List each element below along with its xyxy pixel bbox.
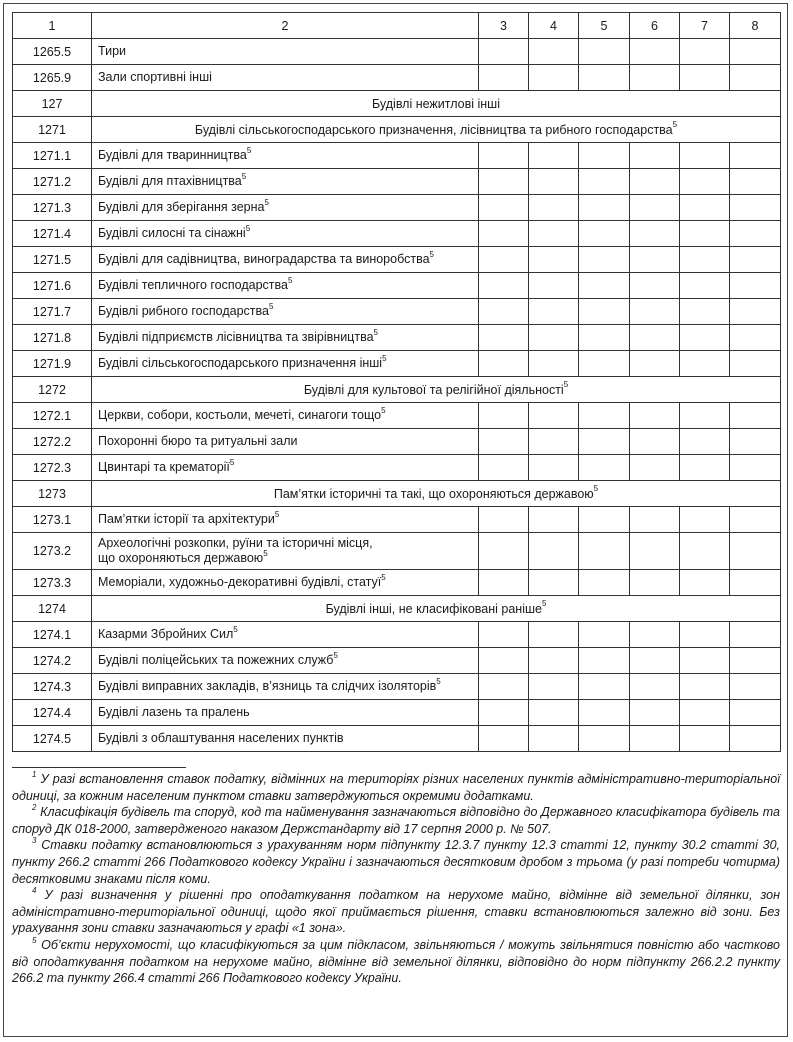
rate-cell — [579, 273, 630, 299]
code-cell: 1271.5 — [13, 247, 92, 273]
rate-cell — [680, 273, 730, 299]
rate-cell — [730, 403, 781, 429]
name-cell — [92, 455, 479, 481]
rate-cell — [479, 622, 529, 648]
name-text: Будівлі для птахівництва — [98, 174, 242, 188]
rate-cell — [529, 247, 579, 273]
code-cell: 1271.1 — [13, 143, 92, 169]
footnote-ref: 5 — [563, 380, 569, 390]
rate-cell — [680, 247, 730, 273]
header-cell: 3 — [479, 13, 529, 39]
code-cell: 1274.2 — [13, 648, 92, 674]
name-text: Будівлі поліцейських та пожежних служб — [98, 653, 334, 667]
rate-cell — [579, 726, 630, 752]
rate-cell — [730, 429, 781, 455]
footnote-text: Класифікація будівель та споруд, код та найменування зазначаються відповідно до Державного класифікатора будівель та споруд ДК 018-2000, затвердженого наказом Держстандарту від 17 серпня 2000 р. № 507. — [12, 805, 780, 836]
rate-cell — [680, 325, 730, 351]
rate-cell — [579, 351, 630, 377]
name-text: Будівлі для садівництва, виноградарства та виноробства — [98, 252, 430, 266]
name-text: Будівлі рибного господарства — [98, 304, 269, 318]
name-text: Будівлі для тваринництва — [98, 148, 247, 162]
rate-cell — [630, 429, 680, 455]
rate-cell — [579, 403, 630, 429]
rate-cell — [630, 247, 680, 273]
name-text: Будівлі сільськогосподарського призначення, лісівництва та рибного господарства — [194, 122, 673, 137]
rate-cell — [479, 403, 529, 429]
table-row — [13, 247, 781, 273]
name-text: Будівлі нежитлові інші — [371, 96, 500, 111]
group-title-cell — [92, 377, 781, 403]
rate-cell — [579, 507, 630, 533]
rate-cell — [529, 429, 579, 455]
footnote-ref: 5 — [246, 145, 252, 155]
table-row — [13, 507, 781, 533]
rate-cell — [730, 455, 781, 481]
group-row — [13, 481, 781, 507]
rate-cell — [479, 429, 529, 455]
table-row — [13, 221, 781, 247]
footnote-separator — [12, 767, 186, 768]
rate-cell — [529, 195, 579, 221]
code-cell: 1271.6 — [13, 273, 92, 299]
name-cell — [92, 143, 479, 169]
rate-cell — [730, 325, 781, 351]
rate-cell — [479, 700, 529, 726]
table-row — [13, 65, 781, 91]
rate-cell — [579, 700, 630, 726]
name-text: Будівлі тепличного господарства — [98, 278, 288, 292]
footnote-ref: 5 — [287, 275, 293, 285]
rate-cell — [680, 195, 730, 221]
name-text: Пам’ятки історії та архітектури — [98, 512, 275, 526]
name-text: Зали спортивні інші — [98, 70, 212, 84]
rate-cell — [529, 507, 579, 533]
code-cell: 1271.8 — [13, 325, 92, 351]
rate-cell — [730, 351, 781, 377]
rate-cell — [529, 65, 579, 91]
code-cell: 1271.9 — [13, 351, 92, 377]
name-text: Археологічні розкопки, руїни та історичні місця, — [98, 536, 373, 550]
rate-cell — [529, 299, 579, 325]
rate-cell — [529, 143, 579, 169]
name-cell — [92, 273, 479, 299]
footnote-mark: 1 — [32, 769, 37, 779]
footnote-mark: 4 — [32, 886, 37, 895]
rate-cell — [579, 65, 630, 91]
header-cell: 7 — [680, 13, 730, 39]
rate-cell — [529, 325, 579, 351]
code-cell: 127 — [13, 91, 92, 117]
rate-cell — [730, 299, 781, 325]
header-cell: 2 — [92, 13, 479, 39]
rate-cell — [529, 674, 579, 700]
rate-cell — [529, 622, 579, 648]
rate-cell — [630, 622, 680, 648]
footnote-ref: 5 — [241, 171, 247, 181]
rate-cell — [479, 169, 529, 195]
code-cell: 1271.7 — [13, 299, 92, 325]
code-cell: 1273 — [13, 481, 92, 507]
footnote-ref: 5 — [268, 301, 274, 311]
name-cell — [92, 195, 479, 221]
code-cell: 1271.3 — [13, 195, 92, 221]
table-row — [13, 403, 781, 429]
group-row — [13, 91, 781, 117]
footnote-ref: 5 — [429, 249, 434, 259]
code-cell: 1274.5 — [13, 726, 92, 752]
rate-cell — [579, 674, 630, 700]
rate-cell — [630, 39, 680, 65]
name-cell — [92, 674, 479, 700]
rate-cell — [479, 455, 529, 481]
table-body — [13, 13, 781, 752]
table-row — [13, 570, 781, 596]
rate-cell — [479, 570, 529, 596]
rate-cell — [479, 507, 529, 533]
name-cell — [92, 247, 479, 273]
rate-cell — [529, 221, 579, 247]
code-cell: 1272 — [13, 377, 92, 403]
rate-cell — [680, 533, 730, 570]
rate-cell — [680, 622, 730, 648]
table-row — [13, 648, 781, 674]
footnote-ref: 5 — [233, 624, 238, 634]
name-text: Будівлі сільськогосподарського призначення інші — [98, 356, 383, 370]
rate-cell — [529, 533, 579, 570]
name-cell — [92, 429, 479, 455]
footnote-ref: 5 — [373, 327, 378, 337]
rate-cell — [630, 221, 680, 247]
rate-cell — [680, 674, 730, 700]
table-row — [13, 726, 781, 752]
rate-cell — [579, 143, 630, 169]
group-title-cell — [92, 117, 781, 143]
code-cell: 1273.1 — [13, 507, 92, 533]
table-row — [13, 429, 781, 455]
name-text: Будівлі для культової та релігійної діяльності — [303, 382, 564, 397]
footnote-ref: 5 — [274, 509, 280, 519]
rate-cell — [630, 648, 680, 674]
name-cell — [92, 403, 479, 429]
rate-cell — [630, 273, 680, 299]
name-text: Казарми Збройних Сил — [98, 627, 234, 641]
rate-cell — [630, 195, 680, 221]
rate-cell — [630, 143, 680, 169]
rate-cell — [579, 648, 630, 674]
table-row — [13, 674, 781, 700]
rate-cell — [630, 726, 680, 752]
code-cell: 1272.3 — [13, 455, 92, 481]
rate-cell — [579, 169, 630, 195]
rate-cell — [479, 221, 529, 247]
code-cell: 1265.5 — [13, 39, 92, 65]
rate-cell — [479, 299, 529, 325]
header-cell: 4 — [529, 13, 579, 39]
rate-cell — [680, 455, 730, 481]
rate-cell — [529, 726, 579, 752]
footnote-ref: 5 — [263, 548, 268, 558]
header-cell: 6 — [630, 13, 680, 39]
name-text: Пам’ятки історичні та такі, що охороняються державою — [273, 486, 594, 501]
code-cell: 1271 — [13, 117, 92, 143]
rate-cell — [529, 648, 579, 674]
rate-cell — [579, 39, 630, 65]
footnote-ref: 5 — [593, 484, 599, 494]
name-text: Похоронні бюро та ритуальні зали — [98, 434, 298, 448]
table-row — [13, 195, 781, 221]
table-row — [13, 351, 781, 377]
rate-cell — [680, 65, 730, 91]
footnote — [12, 771, 780, 804]
name-text: Тири — [98, 44, 127, 58]
rate-cell — [630, 65, 680, 91]
rate-cell — [579, 570, 630, 596]
rate-cell — [680, 726, 730, 752]
code-cell: 1274.4 — [13, 700, 92, 726]
rate-cell — [579, 195, 630, 221]
rate-cell — [730, 143, 781, 169]
rate-cell — [730, 65, 781, 91]
rate-cell — [479, 143, 529, 169]
table-row — [13, 533, 781, 570]
name-text: Будівлі з облаштування населених пунктів — [98, 731, 344, 745]
table-row — [13, 39, 781, 65]
rates-table — [12, 12, 781, 752]
rate-cell — [529, 455, 579, 481]
code-cell: 1271.4 — [13, 221, 92, 247]
rate-cell — [730, 700, 781, 726]
rate-cell — [479, 533, 529, 570]
rate-cell — [730, 674, 781, 700]
table-row — [13, 325, 781, 351]
table-row — [13, 622, 781, 648]
rate-cell — [479, 726, 529, 752]
rate-cell — [730, 247, 781, 273]
rate-cell — [680, 403, 730, 429]
code-cell: 1274.3 — [13, 674, 92, 700]
rate-cell — [579, 221, 630, 247]
rate-cell — [730, 221, 781, 247]
rate-cell — [730, 507, 781, 533]
rate-cell — [730, 169, 781, 195]
name-text: Церкви, собори, костьоли, мечеті, синагоги тощо — [98, 408, 382, 422]
footnote-ref: 5 — [333, 650, 338, 660]
footnote-ref: 5 — [229, 457, 235, 467]
rate-cell — [529, 39, 579, 65]
rate-cell — [630, 351, 680, 377]
header-cell: 5 — [579, 13, 630, 39]
rate-cell — [730, 39, 781, 65]
group-title-cell — [92, 91, 781, 117]
table-row — [13, 273, 781, 299]
name-cell — [92, 700, 479, 726]
name-cell — [92, 507, 479, 533]
rate-cell — [730, 273, 781, 299]
rate-cell — [730, 533, 781, 570]
rate-cell — [630, 507, 680, 533]
table-row — [13, 455, 781, 481]
rate-cell — [730, 622, 781, 648]
footnote-mark: 2 — [32, 803, 37, 813]
code-cell: 1274 — [13, 596, 92, 622]
name-text: Будівлі інші, не класифіковані раніше — [325, 601, 542, 616]
rate-cell — [680, 221, 730, 247]
footnote-mark: 3 — [32, 836, 37, 846]
footnote-text: У разі встановлення ставок податку, відмінних на територіях різних населених пунктів адміністративно-територіальної одиниці, за кожним населеним пунктом ставки затверджуються окремими додатками. — [12, 772, 780, 803]
header-cell: 1 — [13, 13, 92, 39]
rate-cell — [529, 169, 579, 195]
table-row — [13, 700, 781, 726]
rate-cell — [529, 273, 579, 299]
rate-cell — [579, 247, 630, 273]
footnote-ref: 5 — [264, 197, 269, 207]
rate-cell — [529, 570, 579, 596]
rate-cell — [630, 455, 680, 481]
header-cell: 8 — [730, 13, 781, 39]
name-text: Будівлі силосні та сінажні — [98, 226, 246, 240]
name-cell — [92, 570, 479, 596]
group-title-cell — [92, 596, 781, 622]
name-cell — [92, 325, 479, 351]
rate-cell — [630, 403, 680, 429]
rate-cell — [730, 570, 781, 596]
rate-cell — [630, 700, 680, 726]
name-text: Будівлі виправних закладів, в’язниць та слідчих ізоляторів — [98, 679, 437, 693]
rate-cell — [479, 648, 529, 674]
rate-cell — [630, 169, 680, 195]
name-text: Будівлі лазень та пралень — [98, 705, 250, 719]
rate-cell — [680, 700, 730, 726]
footnote-ref: 5 — [672, 120, 678, 130]
rate-cell — [479, 247, 529, 273]
rate-cell — [579, 533, 630, 570]
rate-cell — [529, 351, 579, 377]
footnote-mark: 5 — [32, 935, 37, 945]
footnote-ref: 5 — [541, 599, 547, 609]
code-cell: 1272.2 — [13, 429, 92, 455]
rate-cell — [680, 143, 730, 169]
header-row — [13, 13, 781, 39]
footnote-text: Об’єкти нерухомості, що класифікуються за цим підкласом, звільняються / можуть звільнятися повністю або частково від оподаткування податком на нерухоме майно, відмінне від земельної ділянки, відповідно до норм підпункту 266.2.2 пункту 266.2 та пункту 266.4 статті 266 Податкового кодексу України. — [12, 937, 780, 986]
rate-cell — [579, 455, 630, 481]
rate-cell — [680, 507, 730, 533]
name-text: Будівлі для зберігання зерна — [98, 200, 265, 214]
rate-cell — [630, 325, 680, 351]
code-cell: 1273.2 — [13, 533, 92, 570]
rate-cell — [579, 429, 630, 455]
table-row — [13, 169, 781, 195]
footnote — [12, 937, 780, 987]
rate-cell — [680, 351, 730, 377]
rate-cell — [479, 39, 529, 65]
rate-cell — [680, 299, 730, 325]
rate-cell — [579, 622, 630, 648]
group-row — [13, 117, 781, 143]
footnote-ref: 5 — [381, 572, 386, 582]
rate-cell — [479, 325, 529, 351]
name-cell — [92, 533, 479, 570]
name-text: Будівлі підприємств лісівництва та звірівництва — [98, 330, 374, 344]
name-cell — [92, 622, 479, 648]
rate-cell — [479, 273, 529, 299]
rate-cell — [630, 533, 680, 570]
rate-cell — [680, 648, 730, 674]
footnote — [12, 804, 780, 837]
code-cell: 1265.9 — [13, 65, 92, 91]
name-cell — [92, 726, 479, 752]
rate-cell — [680, 169, 730, 195]
rate-cell — [529, 403, 579, 429]
footnote — [12, 837, 780, 887]
group-title-cell — [92, 481, 781, 507]
rate-cell — [730, 195, 781, 221]
name-cell — [92, 299, 479, 325]
footnote-ref: 5 — [436, 676, 441, 686]
code-cell: 1274.1 — [13, 622, 92, 648]
group-row — [13, 596, 781, 622]
name-text: Меморіали, художньо-декоративні будівлі, статуї — [98, 575, 382, 589]
rate-cell — [730, 726, 781, 752]
rate-cell — [529, 700, 579, 726]
rate-cell — [630, 570, 680, 596]
footnote-text: У разі визначення у рішенні про оподаткування податком на нерухоме майно, відмінне від земельної ділянки, зон адміністративно-територіальної одиниці, щодо якої приймається рішення, ставки встановлюються залежно від зони. Без урахування зони ставки зазначаються у графі «1 зона». — [12, 888, 780, 936]
rate-cell — [630, 299, 680, 325]
rate-cell — [479, 195, 529, 221]
name-cell — [92, 65, 479, 91]
rate-cell — [680, 429, 730, 455]
name-cell — [92, 648, 479, 674]
footnote-ref: 5 — [245, 223, 251, 233]
code-cell: 1271.2 — [13, 169, 92, 195]
rate-cell — [479, 674, 529, 700]
rate-cell — [680, 570, 730, 596]
rate-cell — [579, 299, 630, 325]
name-cell — [92, 221, 479, 247]
group-row — [13, 377, 781, 403]
rate-cell — [479, 65, 529, 91]
rate-cell — [479, 351, 529, 377]
rate-cell — [579, 325, 630, 351]
table-row — [13, 299, 781, 325]
footnote-text: Ставки податку встановлюються з урахуванням норм підпункту 12.3.7 пункту 12.3 статті 12, пункту 30.2 статті 30, пункту 266.2 статті 266 Податкового кодексу України і зазначаються десятковим дробом з трьома (у разі потреби чотирма) десятковими знаками після коми. — [12, 838, 780, 886]
name-cell — [92, 39, 479, 65]
code-cell: 1272.1 — [13, 403, 92, 429]
name-cell — [92, 351, 479, 377]
rate-cell — [730, 648, 781, 674]
footnotes — [12, 771, 780, 987]
footnote-ref: 5 — [381, 405, 386, 415]
rate-cell — [680, 39, 730, 65]
code-cell: 1273.3 — [13, 570, 92, 596]
name-cell — [92, 169, 479, 195]
name-text: Цвинтарі та крематорії — [98, 460, 230, 474]
rate-cell — [630, 674, 680, 700]
table-row — [13, 143, 781, 169]
name-text-line2: що охороняються державою — [98, 551, 264, 565]
footnote-ref: 5 — [382, 353, 387, 363]
footnote — [12, 887, 780, 937]
